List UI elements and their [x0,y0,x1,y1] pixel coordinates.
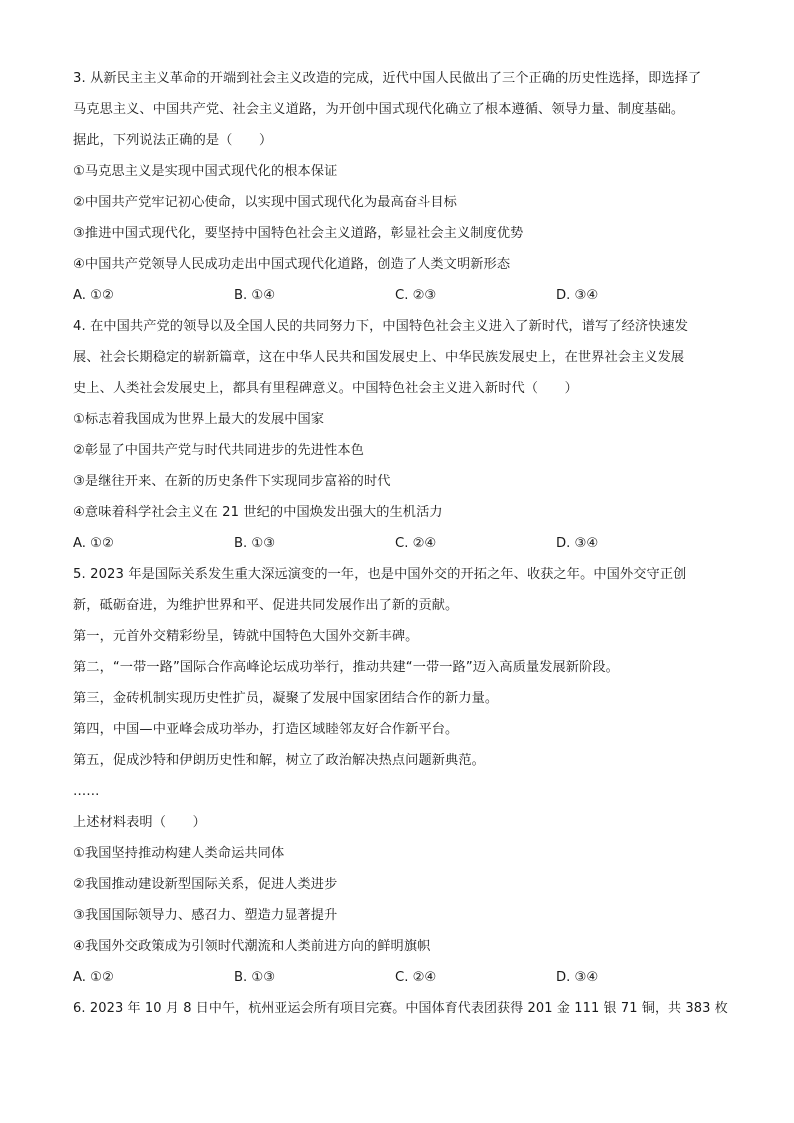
option-b[interactable]: B. ①③ [234,536,276,551]
statement-1: ①马克思主义是实现中国式现代化的根本保证 [73,164,338,179]
question-4 [73,311,733,559]
question-stem-line: 4. 在中国共产党的领导以及全国人民的共同努力下，中国特色社会主义进入了新时代，谱写了经济快速发 [73,319,689,334]
option-a[interactable]: A. ①② [73,536,114,551]
question-5 [73,559,733,993]
statement-4: ④意味着科学社会主义在 21 世纪的中国焕发出强大的生机活力 [73,505,443,520]
question-stem-line: 马克思主义、中国共产党、社会主义道路，为开创中国式现代化确立了根本遵循、领导力量、制度基础。 [73,102,685,117]
statement-4: ④中国共产党领导人民成功走出中国式现代化道路，创造了人类文明新形态 [73,257,511,272]
question-3 [73,63,733,311]
statement-2: ②彰显了中国共产党与时代共同进步的先进性本色 [73,443,364,458]
option-a[interactable]: A. ①② [73,288,114,303]
answer-options [73,528,733,559]
material-point-4: 第四，中国—中亚峰会成功举办，打造区域睦邻友好合作新平台。 [73,722,459,737]
questions-container [73,63,733,1024]
question-stem-line: 5. 2023 年是国际关系发生重大深远演变的一年，也是中国外交的开拓之年、收获之年。中国外交守正创 [73,567,687,582]
question-stem-line: 据此，下列说法正确的是（ ） [73,133,273,148]
statement-3: ③我国国际领导力、感召力、塑造力显著提升 [73,908,338,923]
question-stem-line: 3. 从新民主主义革命的开端到社会主义改造的完成，近代中国人民做出了三个正确的历史性选择，即选择了 [73,71,702,86]
answer-options [73,962,733,993]
question-stem-line: 新，砥砺奋进，为维护世界和平、促进共同发展作出了新的贡献。 [73,598,459,613]
statement-1: ①我国坚持推动构建人类命运共同体 [73,846,285,861]
statement-2: ②我国推动建设新型国际关系，促进人类进步 [73,877,338,892]
material-point-1: 第一，元首外交精彩纷呈，铸就中国特色大国外交新丰碑。 [73,629,419,644]
statement-3: ③是继往开来、在新的历史条件下实现同步富裕的时代 [73,474,391,489]
material-point-5: 第五，促成沙特和伊朗历史性和解，树立了政治解决热点问题新典范。 [73,753,485,768]
ellipsis: …… [73,784,100,799]
option-c[interactable]: C. ②③ [395,288,437,303]
question-6 [73,993,733,1024]
question-stem-line: 6. 2023 年 10 月 8 日中午，杭州亚运会所有项目完赛。中国体育代表团获得 201 金 111 银 71 铜，共 383 枚 [73,1001,728,1016]
option-c[interactable]: C. ②④ [395,970,437,985]
question-stem-line: 展、社会长期稳定的崭新篇章，这在中华人民共和国发展史上、中华民族发展史上，在世界社会主义发展 [73,350,685,365]
material-point-2: 第二，“一带一路”国际合作高峰论坛成功举行，推动共建“一带一路”迈入高质量发展新阶段。 [73,660,619,675]
statement-2: ②中国共产党牢记初心使命，以实现中国式现代化为最高奋斗目标 [73,195,457,210]
statement-1: ①标志着我国成为世界上最大的发展中国家 [73,412,325,427]
question-prompt: 上述材料表明（ ） [73,815,206,830]
question-stem-line: 史上、人类社会发展史上，都具有里程碑意义。中国特色社会主义进入新时代（ ） [73,381,578,396]
option-d[interactable]: D. ③④ [556,288,599,303]
option-d[interactable]: D. ③④ [556,536,599,551]
statement-4: ④我国外交政策成为引领时代潮流和人类前进方向的鲜明旗帜 [73,939,431,954]
option-b[interactable]: B. ①④ [234,288,276,303]
statement-3: ③推进中国式现代化，要坚持中国特色社会主义道路，彰显社会主义制度优势 [73,226,524,241]
material-point-3: 第三，金砖机制实现历史性扩员，凝聚了发展中国家团结合作的新力量。 [73,691,499,706]
option-b[interactable]: B. ①③ [234,970,276,985]
option-c[interactable]: C. ②④ [395,536,437,551]
answer-options [73,280,733,311]
option-a[interactable]: A. ①② [73,970,114,985]
option-d[interactable]: D. ③④ [556,970,599,985]
